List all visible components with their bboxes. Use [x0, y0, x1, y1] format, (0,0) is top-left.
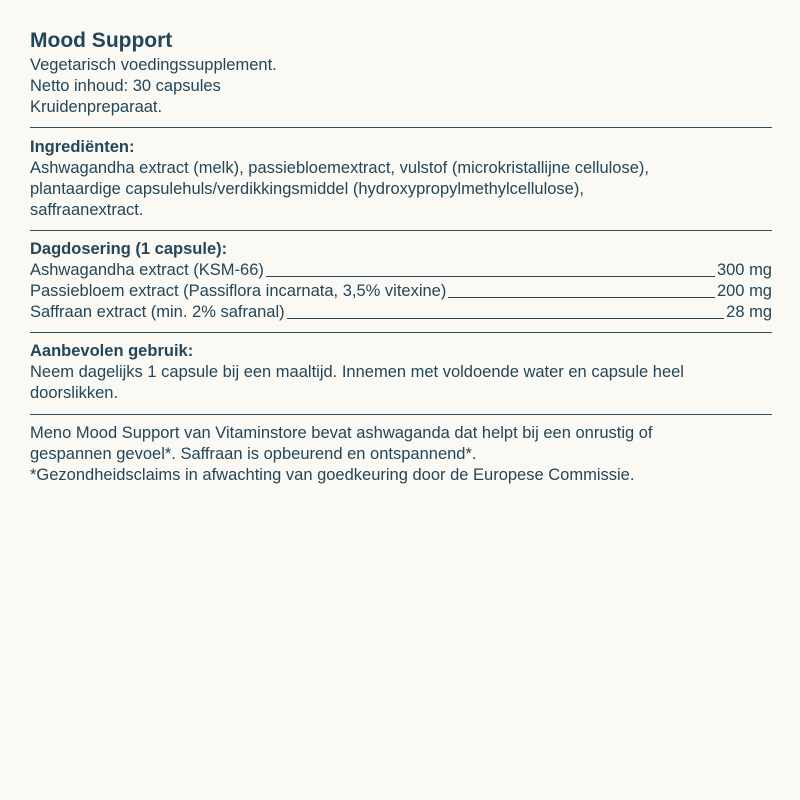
claims-section	[30, 423, 772, 486]
claims-footnote: *Gezondheidsclaims in afwachting van goedkeuring door de Europese Commissie.	[30, 466, 635, 484]
usage-heading: Aanbevolen gebruik:	[30, 342, 194, 360]
dosage-ingredient: Ashwagandha extract (KSM-66)	[30, 261, 264, 279]
dosage-amount: 28 mg	[726, 303, 772, 321]
ingredients-line: saffraanextract.	[30, 201, 144, 219]
divider	[30, 127, 772, 128]
product-type: Vegetarisch voedingssupplement.	[30, 56, 277, 74]
dot-leader	[448, 296, 715, 298]
ingredients-heading: Ingrediënten:	[30, 138, 135, 156]
divider	[30, 414, 772, 415]
ingredients-section	[30, 137, 772, 221]
usage-line: doorslikken.	[30, 384, 119, 402]
dosage-row	[30, 281, 772, 302]
ingredients-line: Ashwagandha extract (melk), passiebloemextract, vulstof (microkristallijne cellulose),	[30, 159, 649, 177]
divider	[30, 230, 772, 231]
dosage-amount: 300 mg	[716, 261, 772, 279]
usage-section	[30, 341, 772, 404]
claims-line: Meno Mood Support van Vitaminstore bevat ashwaganda dat helpt bij een onrustig of	[30, 424, 653, 442]
dosage-ingredient: Passiebloem extract (Passiflora incarnata, 3,5% vitexine)	[30, 282, 447, 300]
divider	[30, 332, 772, 333]
dosage-section	[30, 239, 772, 323]
dot-leader	[287, 317, 725, 319]
net-content: Netto inhoud: 30 capsules	[30, 77, 221, 95]
dot-leader	[266, 275, 715, 277]
product-title: Mood Support	[30, 29, 173, 52]
supplement-label	[30, 28, 772, 486]
usage-line: Neem dagelijks 1 capsule bij een maaltijd. Innemen met voldoende water en capsule heel	[30, 363, 684, 381]
claims-line: gespannen gevoel*. Saffraan is opbeurend en ontspannend*.	[30, 445, 477, 463]
dosage-row	[30, 260, 772, 281]
dosage-row	[30, 302, 772, 323]
dosage-amount: 200 mg	[716, 282, 772, 300]
product-section	[30, 28, 772, 118]
ingredients-line: plantaardige capsulehuls/verdikkingsmiddel (hydroxypropylmethylcellulose),	[30, 180, 584, 198]
dosage-heading: Dagdosering (1 capsule):	[30, 240, 228, 258]
preparation-type: Kruidenpreparaat.	[30, 98, 163, 116]
dosage-ingredient: Saffraan extract (min. 2% safranal)	[30, 303, 285, 321]
